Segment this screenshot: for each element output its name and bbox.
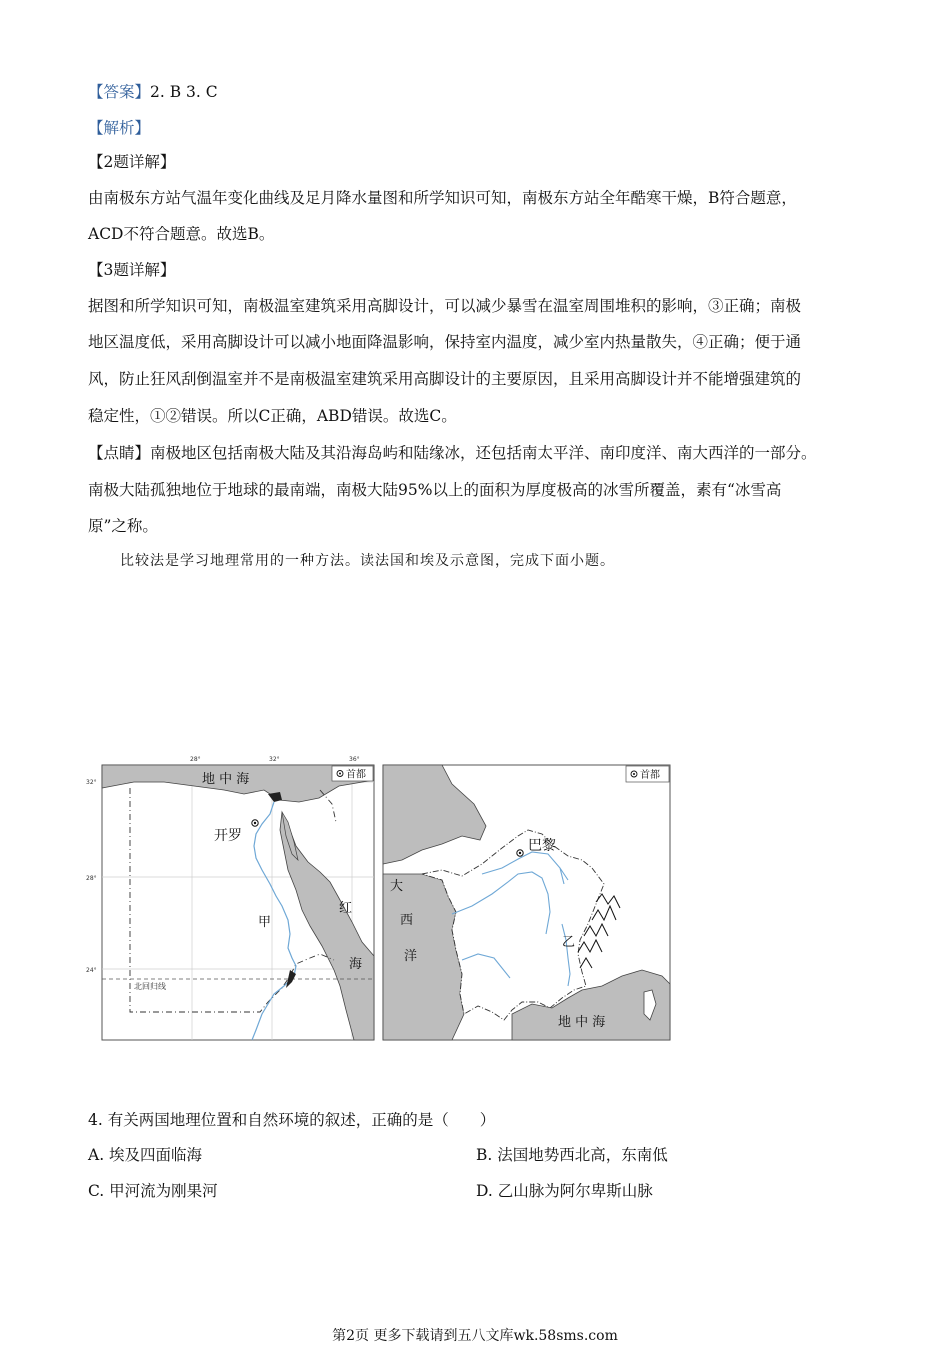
- tip-label: 【点睛】: [88, 444, 151, 462]
- q3-heading: 【3题详解】: [88, 261, 176, 279]
- lon-label-36: 36°: [349, 756, 360, 763]
- q2-line-1: 由南极东方站气温年变化曲线及足月降水量图和所学知识可知，南极东方站全年酷寒干燥，B符合题意，: [88, 189, 797, 207]
- option-d[interactable]: D. 乙山脉为阿尔卑斯山脉: [476, 1182, 653, 1200]
- option-b[interactable]: B. 法国地势西北高，东南低: [476, 1146, 668, 1164]
- red-sea-label-2: 海: [349, 957, 363, 972]
- question-4-stem: 4. 有关两国地理位置和自然环境的叙述，正确的是（ ）: [88, 1111, 496, 1129]
- answer-label: 【答案】: [88, 83, 151, 101]
- tip-line-1: [88, 443, 817, 463]
- tip-text-1: 南极地区包括南极大陆及其沿海岛屿和陆缘冰，还包括南太平洋、南印度洋、南大西洋的一部分。: [150, 444, 817, 462]
- lon-label-32: 32°: [269, 756, 280, 763]
- intro-text: 比较法是学习地理常用的一种方法。读法国和埃及示意图，完成下面小题。: [120, 553, 615, 569]
- paris-marker-dot: [519, 852, 521, 854]
- lat-label-32: 32°: [86, 779, 97, 786]
- cairo-marker-dot: [254, 822, 256, 824]
- ocean-label-1: 大: [390, 879, 404, 894]
- q3-line-3: 风，防止狂风刮倒温室并不是南极温室建筑采用高脚设计的主要原因，且采用高脚设计并不能增强建筑的: [88, 370, 802, 388]
- answer-line: [88, 82, 218, 102]
- q3-line-4: 稳定性，①②错误。所以C正确，ABD错误。故选C。: [88, 407, 457, 425]
- q3-line-2: 地区温度低，采用高脚设计可以减小地面降温影响，保持室内温度，减少室内热量散失，④正确；便于通: [88, 333, 802, 351]
- egypt-map: [84, 750, 380, 1042]
- option-a[interactable]: A. 埃及四面临海: [88, 1146, 203, 1164]
- page-footer: 第2页 更多下载请到五八文库wk.58sms.com: [332, 1328, 618, 1344]
- france-map: [382, 764, 671, 1042]
- sea-south-label: 地 中 海: [558, 1015, 606, 1030]
- analysis-label: 【解析】: [88, 119, 151, 137]
- tip-line-2: 南极大陆孤独地位于地球的最南端，南极大陆95%以上的面积为厚度极高的冰雪所覆盖，素有“冰雪高: [88, 481, 782, 499]
- red-sea-label-1: 红: [339, 901, 353, 916]
- river-jia-label: 甲: [258, 915, 272, 930]
- q2-heading: 【2题详解】: [88, 153, 176, 171]
- q3-line-1: 据图和所学知识可知，南极温室建筑采用高脚设计，可以减少暴雪在温室周围堆积的影响，③正确；南极: [88, 297, 802, 315]
- lat-label-28: 28°: [86, 875, 97, 882]
- lon-label-28: 28°: [190, 756, 201, 763]
- tip-line-3: 原”之称。: [88, 517, 158, 535]
- france-capital-legend-dot: [633, 773, 635, 775]
- tropic-label: 北回归线: [134, 982, 166, 991]
- egypt-legend-label: 首都: [346, 769, 366, 781]
- q2-line-2: ACD不符合题意。故选B。: [88, 225, 275, 243]
- mountain-yi-label: 乙: [562, 935, 576, 950]
- france-legend-label: 首都: [640, 770, 660, 781]
- ocean-label-3: 洋: [404, 949, 418, 964]
- cairo-label: 开罗: [214, 828, 242, 844]
- option-c[interactable]: C. 甲河流为刚果河: [88, 1182, 218, 1200]
- paris-label: 巴黎: [528, 838, 556, 854]
- capital-legend-dot: [339, 773, 341, 775]
- lat-label-24: 24°: [86, 967, 97, 974]
- answer-text: 2. B 3. C: [150, 83, 218, 101]
- ocean-label-2: 西: [400, 913, 414, 928]
- sea-north-label: 地 中 海: [202, 772, 250, 787]
